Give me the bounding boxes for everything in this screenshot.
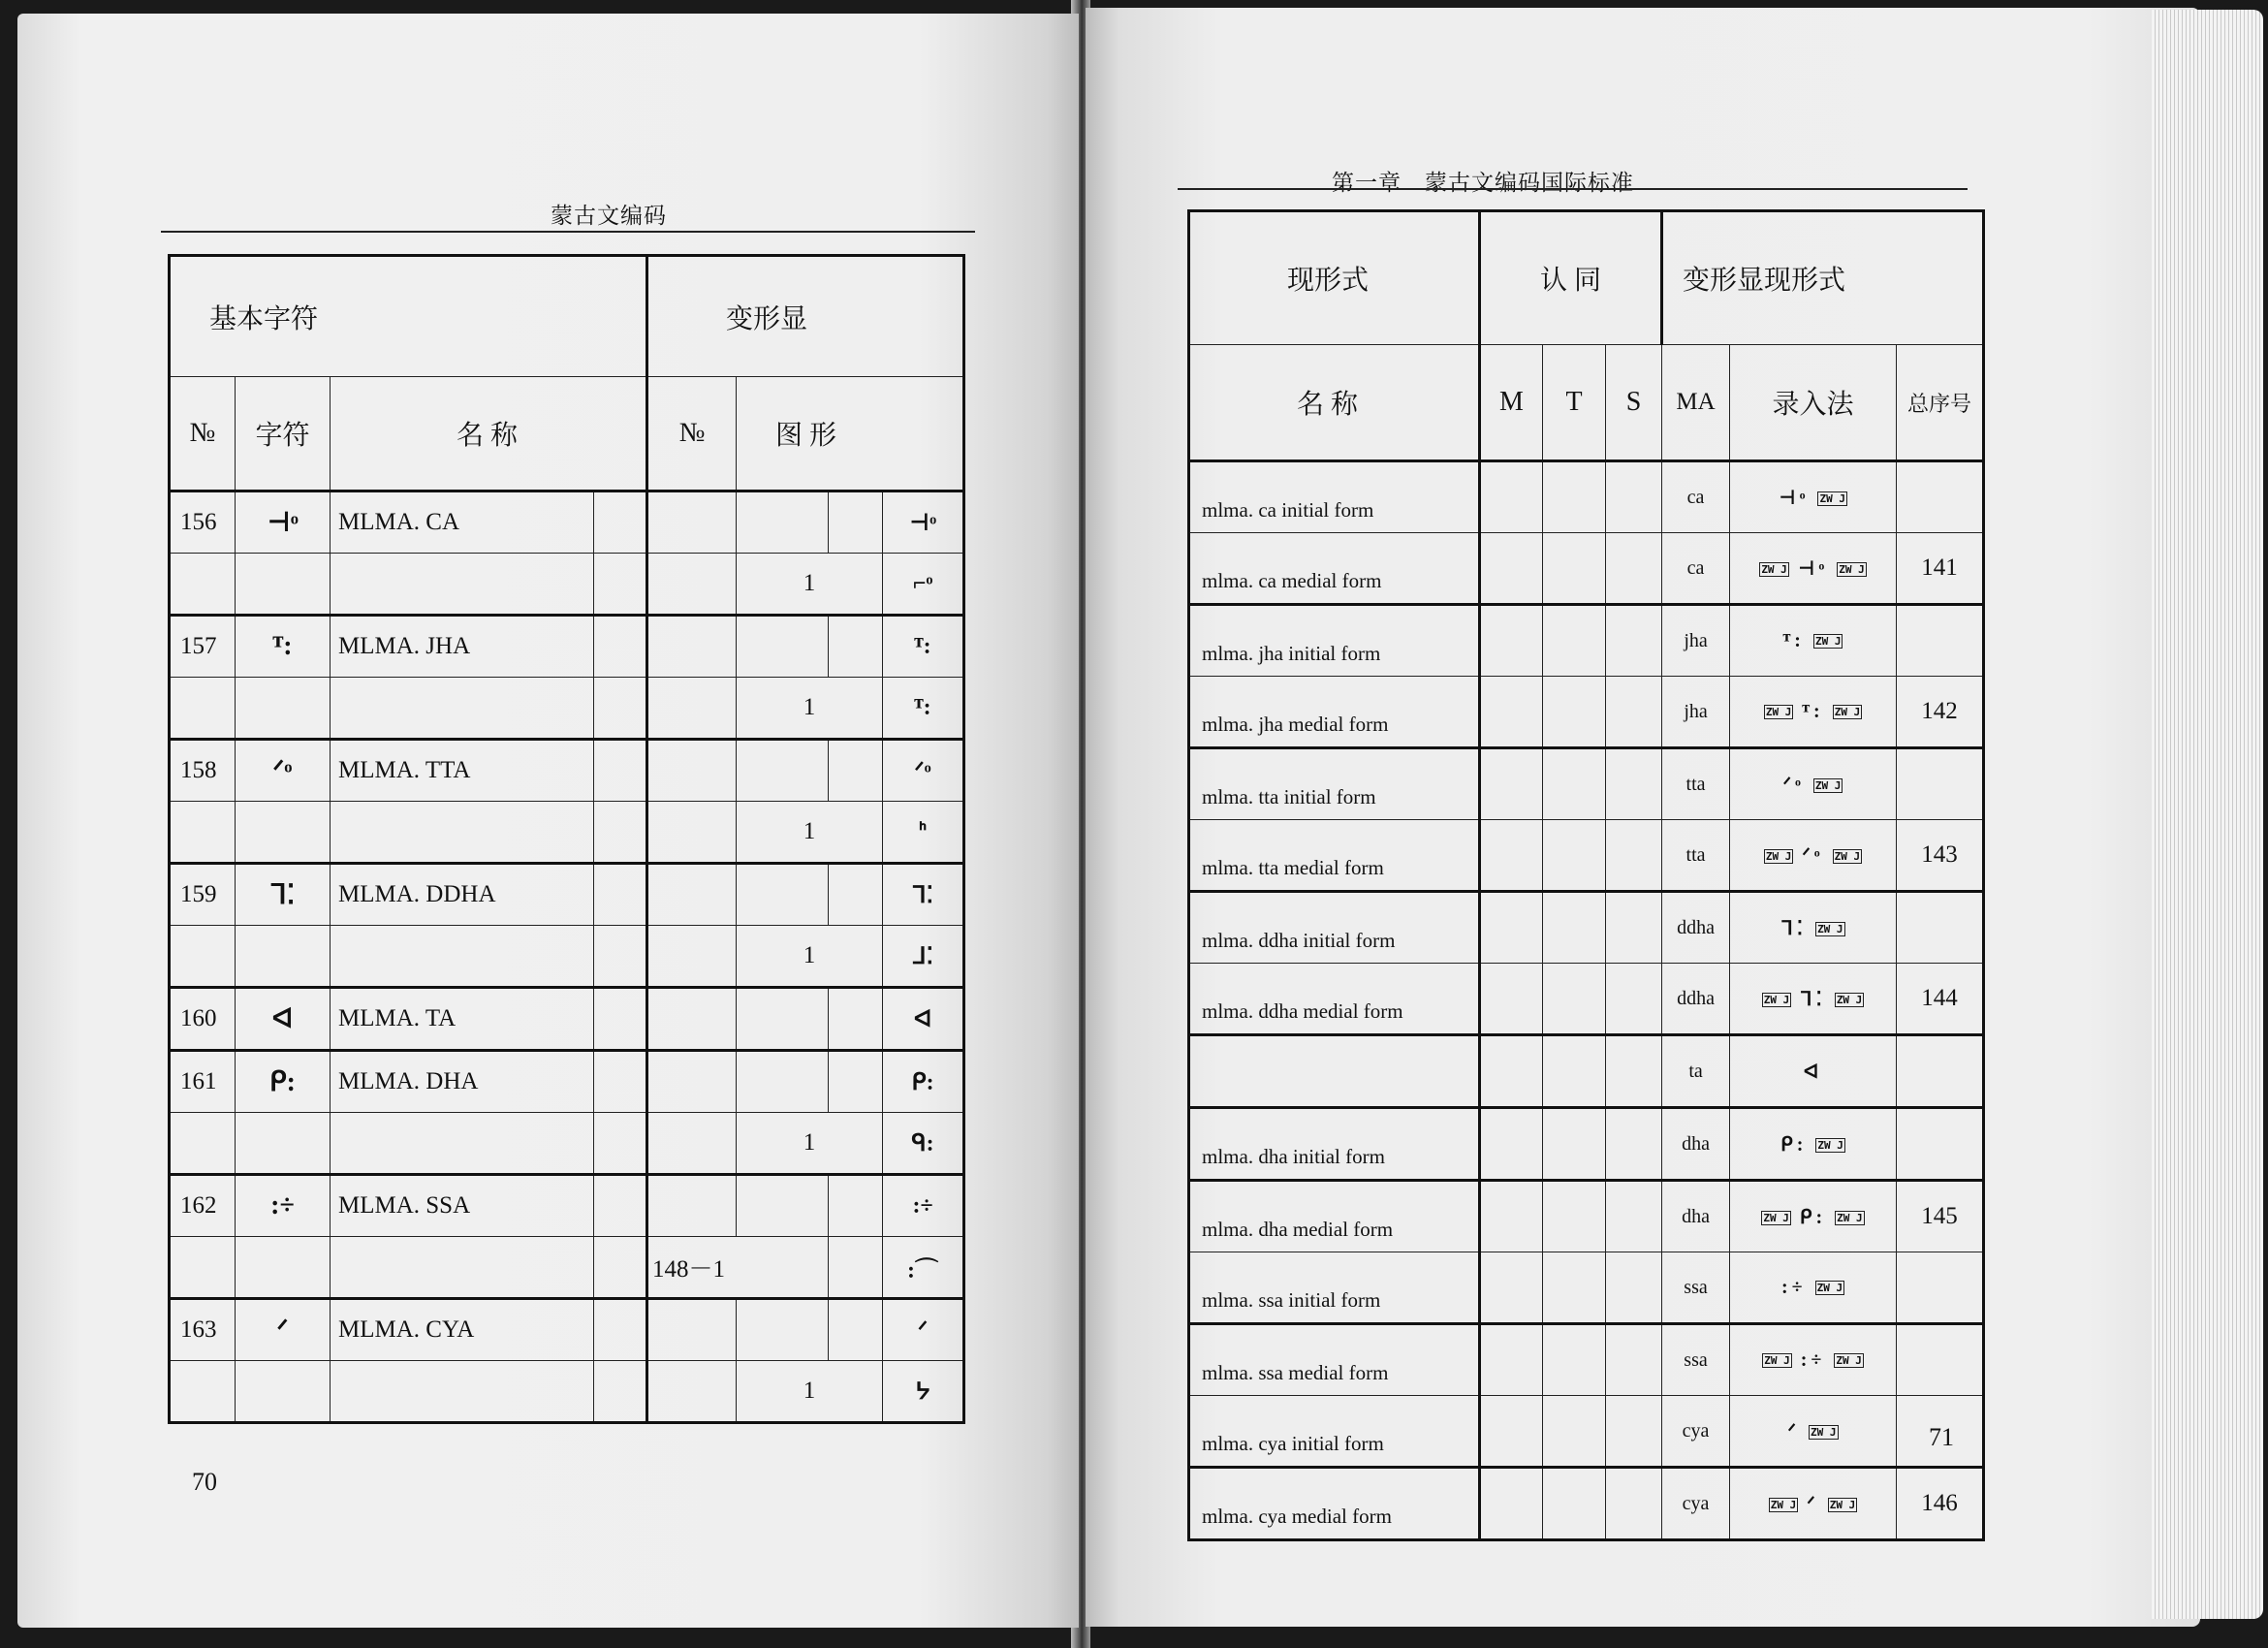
total-sequence-number: 142 bbox=[1897, 677, 1984, 748]
table-row bbox=[170, 1361, 964, 1423]
total-sequence-number bbox=[1897, 1035, 1984, 1108]
variant-shape: ᐟ bbox=[883, 1299, 964, 1361]
variant-number: 1 bbox=[737, 802, 883, 864]
ma-code: ddha bbox=[1662, 892, 1730, 964]
zwj-icon: ZW J bbox=[1765, 850, 1792, 864]
variant-shape: ⊣ᵒ bbox=[883, 491, 964, 554]
row-number: 162 bbox=[170, 1175, 236, 1237]
form-name: mlma. ca initial form bbox=[1189, 461, 1480, 533]
entry-glyph: ᵀ: bbox=[1802, 700, 1824, 722]
form-name: mlma. jha medial form bbox=[1189, 677, 1480, 748]
entry-sequence bbox=[1730, 677, 1897, 748]
total-sequence-number bbox=[1897, 461, 1984, 533]
form-name: mlma. jha initial form bbox=[1189, 605, 1480, 677]
variant-shape: ᐟᵒ bbox=[883, 740, 964, 802]
ma-code: ssa bbox=[1662, 1324, 1730, 1396]
variant-shape: ᐊ bbox=[883, 988, 964, 1051]
header-identity: 认 同 bbox=[1480, 211, 1662, 345]
row-number: 163 bbox=[170, 1299, 236, 1361]
zwj-icon: ZW J bbox=[1763, 994, 1790, 1007]
left-page bbox=[17, 14, 1079, 1628]
table-row bbox=[1189, 605, 1984, 677]
total-sequence-number: 146 bbox=[1897, 1468, 1984, 1540]
zwj-icon: ZW J bbox=[1817, 923, 1843, 936]
character-name: MLMA. CYA bbox=[331, 1299, 594, 1361]
header-name: 名 称 bbox=[1189, 345, 1480, 461]
table-row bbox=[170, 491, 964, 554]
left-character-table bbox=[168, 254, 965, 1424]
table-row bbox=[170, 988, 964, 1051]
table-row bbox=[170, 802, 964, 864]
zwj-icon: ZW J bbox=[1811, 1426, 1837, 1440]
character-glyph: ᐟᵒ bbox=[236, 740, 331, 802]
zwj-icon: ZW J bbox=[1817, 1139, 1843, 1153]
table-row bbox=[170, 1113, 964, 1175]
variant-shape: :÷ bbox=[883, 1175, 964, 1237]
zwj-icon: ZW J bbox=[1761, 563, 1787, 577]
table-row bbox=[1189, 533, 1984, 605]
zwj-icon: ZW J bbox=[1814, 779, 1842, 793]
character-name: MLMA. CA bbox=[331, 491, 594, 554]
entry-sequence bbox=[1730, 1324, 1897, 1396]
entry-glyph: ⊣ᵒ bbox=[1797, 557, 1829, 580]
header-s: S bbox=[1606, 345, 1662, 461]
header-entry-method: 录入法 bbox=[1730, 345, 1897, 461]
table-row bbox=[1189, 461, 1984, 533]
variant-shape: ᑫ: bbox=[883, 1113, 964, 1175]
ma-code: ca bbox=[1662, 533, 1730, 605]
zwj-icon: ZW J bbox=[1814, 635, 1842, 649]
table-row bbox=[170, 926, 964, 988]
header-ma: MA bbox=[1662, 345, 1730, 461]
table-row bbox=[1189, 964, 1984, 1035]
table-row bbox=[1189, 1324, 1984, 1396]
form-name: mlma. tta medial form bbox=[1189, 820, 1480, 892]
entry-glyph: :÷ bbox=[1800, 1348, 1826, 1371]
ma-code: ta bbox=[1662, 1035, 1730, 1108]
total-sequence-number: 145 bbox=[1897, 1181, 1984, 1252]
total-sequence-number bbox=[1897, 1252, 1984, 1324]
header-variant: 变形显 bbox=[647, 256, 964, 377]
character-glyph: ᑭ: bbox=[236, 1051, 331, 1113]
variant-shape: ᒣ⁚ bbox=[883, 864, 964, 926]
table-row bbox=[170, 616, 964, 678]
variant-shape: ᑋ bbox=[883, 802, 964, 864]
character-name: MLMA. JHA bbox=[331, 616, 594, 678]
character-name: MLMA. DDHA bbox=[331, 864, 594, 926]
form-name: mlma. ddha initial form bbox=[1189, 892, 1480, 964]
table-row bbox=[1189, 1252, 1984, 1324]
table-row bbox=[170, 1299, 964, 1361]
header-variant-no: № bbox=[647, 377, 737, 491]
entry-sequence bbox=[1730, 748, 1897, 820]
ma-code: dha bbox=[1662, 1108, 1730, 1181]
table-row bbox=[1189, 892, 1984, 964]
zwj-icon: ZW J bbox=[1839, 563, 1865, 577]
table-row bbox=[1189, 1181, 1984, 1252]
row-number: 161 bbox=[170, 1051, 236, 1113]
book-page-edges bbox=[2152, 10, 2263, 1619]
ma-code: tta bbox=[1662, 748, 1730, 820]
ma-code: ddha bbox=[1662, 964, 1730, 1035]
header-variant-form: 变形显现形式 bbox=[1662, 211, 1984, 345]
right-running-head: 第一章 蒙古文编码国际标准 bbox=[1332, 171, 1634, 195]
table-row bbox=[1189, 1396, 1984, 1468]
zwj-icon: ZW J bbox=[1816, 1282, 1843, 1295]
zwj-icon: ZW J bbox=[1834, 850, 1861, 864]
entry-sequence bbox=[1730, 1252, 1897, 1324]
right-page bbox=[1086, 8, 2200, 1627]
zwj-icon: ZW J bbox=[1770, 1499, 1797, 1512]
character-name: MLMA. TTA bbox=[331, 740, 594, 802]
character-glyph: :÷ bbox=[236, 1175, 331, 1237]
zwj-icon: ZW J bbox=[1836, 1354, 1862, 1368]
total-sequence-number bbox=[1897, 892, 1984, 964]
entry-glyph: ᐟ bbox=[1787, 1420, 1801, 1442]
ma-code: ssa bbox=[1662, 1252, 1730, 1324]
entry-glyph: ᐟ bbox=[1807, 1493, 1819, 1515]
entry-sequence bbox=[1730, 533, 1897, 605]
zwj-icon: ZW J bbox=[1837, 1212, 1863, 1225]
header-shape: 图 形 bbox=[737, 377, 964, 491]
form-name: mlma. dha initial form bbox=[1189, 1108, 1480, 1181]
table-row bbox=[170, 1175, 964, 1237]
character-name: MLMA. TA bbox=[331, 988, 594, 1051]
table-row bbox=[1189, 1035, 1984, 1108]
form-name: mlma. ssa medial form bbox=[1189, 1324, 1480, 1396]
variant-shape: ᵀ: bbox=[883, 616, 964, 678]
ma-code: jha bbox=[1662, 677, 1730, 748]
table-row bbox=[170, 740, 964, 802]
total-sequence-number bbox=[1897, 1108, 1984, 1181]
header-total-seq: 总序号 bbox=[1897, 345, 1984, 461]
table-row bbox=[1189, 748, 1984, 820]
variant-number: 148－1 bbox=[647, 1237, 829, 1299]
variant-shape: :⌒ bbox=[883, 1237, 964, 1299]
variant-shape: ᑭ: bbox=[883, 1051, 964, 1113]
entry-glyph: ᑭ: bbox=[1780, 1133, 1808, 1156]
character-glyph: ᐟ bbox=[236, 1299, 331, 1361]
entry-glyph: :÷ bbox=[1780, 1276, 1807, 1298]
right-head-rule bbox=[1178, 188, 1968, 190]
total-sequence-number bbox=[1897, 1324, 1984, 1396]
variant-shape: ᒧ⁚ bbox=[883, 926, 964, 988]
entry-sequence bbox=[1730, 461, 1897, 533]
entry-glyph: ᒣ⁚ bbox=[1800, 988, 1826, 1010]
header-name: 名 称 bbox=[331, 377, 647, 491]
entry-sequence bbox=[1730, 1035, 1897, 1108]
variant-number: 1 bbox=[737, 1113, 883, 1175]
table-row bbox=[170, 1237, 964, 1299]
table-row bbox=[1189, 1468, 1984, 1540]
character-name: MLMA. DHA bbox=[331, 1051, 594, 1113]
ma-code: ca bbox=[1662, 461, 1730, 533]
row-number: 157 bbox=[170, 616, 236, 678]
total-sequence-number: 143 bbox=[1897, 820, 1984, 892]
character-glyph: ᒣ⁚ bbox=[236, 864, 331, 926]
table-row bbox=[1189, 677, 1984, 748]
table-row bbox=[170, 864, 964, 926]
entry-glyph: ᐟᵒ bbox=[1782, 774, 1805, 796]
entry-glyph: ᵀ: bbox=[1782, 629, 1805, 651]
variant-shape: ⌐ᵒ bbox=[883, 554, 964, 616]
ma-code: cya bbox=[1662, 1468, 1730, 1540]
form-name bbox=[1189, 1035, 1480, 1108]
entry-sequence bbox=[1730, 820, 1897, 892]
left-head-rule bbox=[161, 231, 975, 233]
entry-sequence bbox=[1730, 1181, 1897, 1252]
ma-code: cya bbox=[1662, 1396, 1730, 1468]
entry-sequence bbox=[1730, 964, 1897, 1035]
form-name: mlma. tta initial form bbox=[1189, 748, 1480, 820]
total-sequence-number: 141 bbox=[1897, 533, 1984, 605]
form-name: mlma. dha medial form bbox=[1189, 1181, 1480, 1252]
entry-glyph: ᒣ⁚ bbox=[1780, 917, 1808, 939]
row-number: 160 bbox=[170, 988, 236, 1051]
entry-glyph: ᐊ bbox=[1803, 1061, 1823, 1083]
left-running-head: 蒙古文编码 bbox=[551, 204, 667, 228]
form-name: mlma. ssa initial form bbox=[1189, 1252, 1480, 1324]
form-name: mlma. cya initial form bbox=[1189, 1396, 1480, 1468]
variant-shape: ᔭ bbox=[883, 1361, 964, 1423]
entry-glyph: ᐟᵒ bbox=[1802, 844, 1824, 867]
left-page-number: 70 bbox=[192, 1468, 217, 1496]
zwj-icon: ZW J bbox=[1765, 706, 1792, 719]
table-row bbox=[170, 554, 964, 616]
variant-number bbox=[647, 491, 737, 554]
character-glyph: ᵀ: bbox=[236, 616, 331, 678]
header-m: M bbox=[1480, 345, 1543, 461]
form-name: mlma. cya medial form bbox=[1189, 1468, 1480, 1540]
ma-code: jha bbox=[1662, 605, 1730, 677]
right-form-table bbox=[1187, 209, 1985, 1541]
entry-sequence bbox=[1730, 892, 1897, 964]
right-page-number: 71 bbox=[1929, 1423, 1954, 1451]
variant-number: 1 bbox=[737, 678, 883, 740]
entry-glyph: ᑭ: bbox=[1799, 1206, 1827, 1228]
header-no: № bbox=[170, 377, 236, 491]
total-sequence-number bbox=[1897, 605, 1984, 677]
character-name: MLMA. SSA bbox=[331, 1175, 594, 1237]
entry-sequence bbox=[1730, 1468, 1897, 1540]
header-basic-chars: 基本字符 bbox=[170, 256, 647, 377]
zwj-icon: ZW J bbox=[1764, 1354, 1790, 1368]
entry-glyph: ⊣ᵒ bbox=[1779, 487, 1810, 509]
table-row bbox=[1189, 820, 1984, 892]
header-char: 字符 bbox=[236, 377, 331, 491]
form-name: mlma. ddha medial form bbox=[1189, 964, 1480, 1035]
zwj-icon: ZW J bbox=[1836, 994, 1863, 1007]
entry-sequence bbox=[1730, 1108, 1897, 1181]
zwj-icon: ZW J bbox=[1763, 1212, 1789, 1225]
table-row bbox=[170, 1051, 964, 1113]
character-glyph: ᐊ bbox=[236, 988, 331, 1051]
table-row bbox=[1189, 1108, 1984, 1181]
variant-number: 1 bbox=[737, 1361, 883, 1423]
zwj-icon: ZW J bbox=[1834, 706, 1861, 719]
ma-code: dha bbox=[1662, 1181, 1730, 1252]
row-number: 159 bbox=[170, 864, 236, 926]
variant-number: 1 bbox=[737, 926, 883, 988]
variant-number: 1 bbox=[737, 554, 883, 616]
row-number: 156 bbox=[170, 491, 236, 554]
header-present-form: 现形式 bbox=[1189, 211, 1480, 345]
zwj-icon: ZW J bbox=[1819, 492, 1845, 506]
variant-shape: ᵀ: bbox=[883, 678, 964, 740]
row-number: 158 bbox=[170, 740, 236, 802]
zwj-icon: ZW J bbox=[1829, 1499, 1856, 1512]
total-sequence-number bbox=[1897, 748, 1984, 820]
total-sequence-number: 144 bbox=[1897, 964, 1984, 1035]
form-name: mlma. ca medial form bbox=[1189, 533, 1480, 605]
table-row bbox=[170, 678, 964, 740]
character-glyph: ⊣ᵒ bbox=[236, 491, 331, 554]
header-t: T bbox=[1543, 345, 1606, 461]
entry-sequence bbox=[1730, 605, 1897, 677]
entry-sequence bbox=[1730, 1396, 1897, 1468]
ma-code: tta bbox=[1662, 820, 1730, 892]
